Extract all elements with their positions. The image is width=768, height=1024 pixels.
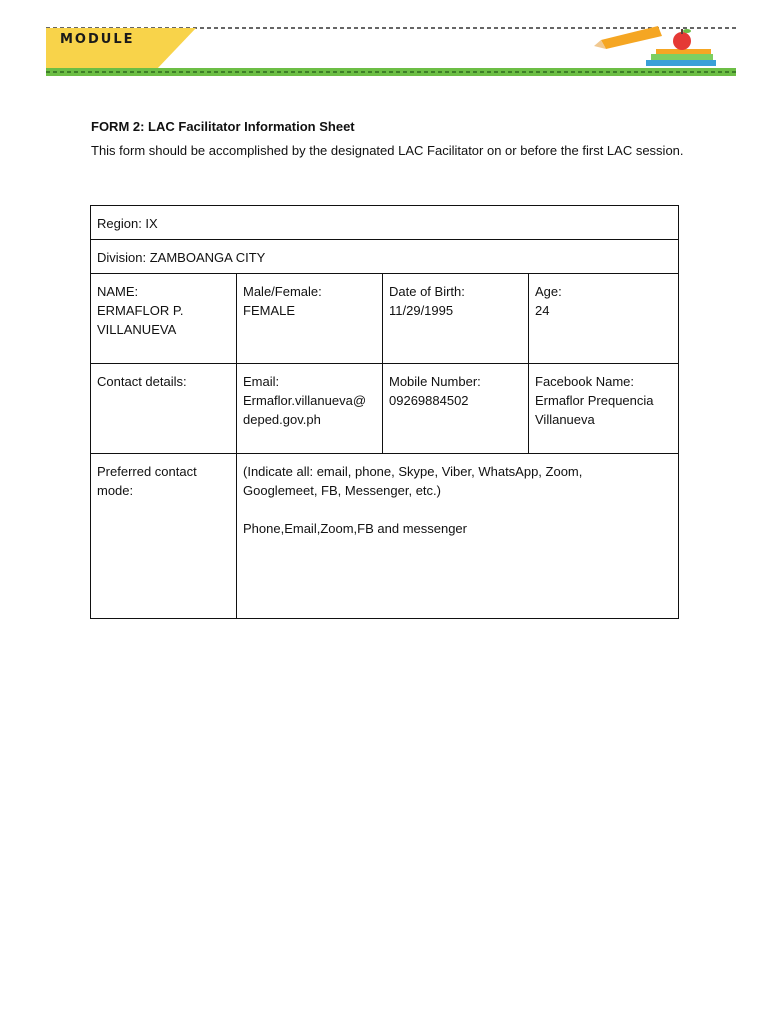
books-icon [646,49,716,66]
dob-value: 11/29/1995 [389,303,454,318]
mobile-cell [383,364,529,454]
pref-label-line2: mode: [97,483,134,498]
sex-label: Male/Female: [243,284,322,299]
table-row [91,274,679,364]
email-value-line2: deped.gov.ph [243,412,321,427]
dob-label: Date of Birth: [389,284,465,299]
form-description: This form should be accomplished by the designated LAC Facilitator on or before the first LAC session. [91,143,684,158]
table-row [91,364,679,454]
facebook-value-line1: Ermaflor Prequencia [535,393,654,408]
facebook-cell [529,364,679,454]
pref-value: Phone,Email,Zoom,FB and messenger [243,521,467,536]
email-cell [237,364,383,454]
preferred-contact-label-cell [91,454,237,619]
pref-instruction-line1: (Indicate all: email, phone, Skype, Viber, WhatsApp, Zoom, [243,464,583,479]
age-cell [529,274,679,364]
pref-instruction-line2: Googlemeet, FB, Messenger, etc.) [243,483,441,498]
pref-label-line1: Preferred contact [97,464,197,479]
form-title: FORM 2: LAC Facilitator Information Sheet [91,119,355,134]
age-label: Age: [535,284,562,299]
name-value-line1: ERMAFLOR P. [97,303,184,318]
division-cell: Division: ZAMBOANGA CITY [91,240,679,274]
sex-value: FEMALE [243,303,296,318]
contact-label: Contact details: [97,374,187,389]
table-row [91,454,679,619]
name-cell [91,274,237,364]
mobile-value: 09269884502 [389,393,469,408]
preferred-contact-value-cell [237,454,679,619]
table-row [91,206,679,240]
facebook-value-line2: Villanueva [535,412,595,427]
email-value-line1: Ermaflor.villanueva@ [243,393,367,408]
email-label: Email: [243,374,280,389]
facebook-label: Facebook Name: [535,374,634,389]
mobile-label: Mobile Number: [389,374,481,389]
contact-label-cell [91,364,237,454]
module-banner [46,24,736,78]
table-row [91,240,679,274]
dob-cell [383,274,529,364]
name-label: NAME: [97,284,139,299]
sex-cell [237,274,383,364]
region-cell: Region: IX [91,206,679,240]
name-value-line2: VILLANUEVA [97,322,177,337]
age-value: 24 [535,303,550,318]
module-label: MODULE [60,32,135,47]
facilitator-info-table [90,205,679,619]
banner-graphic [46,24,736,78]
